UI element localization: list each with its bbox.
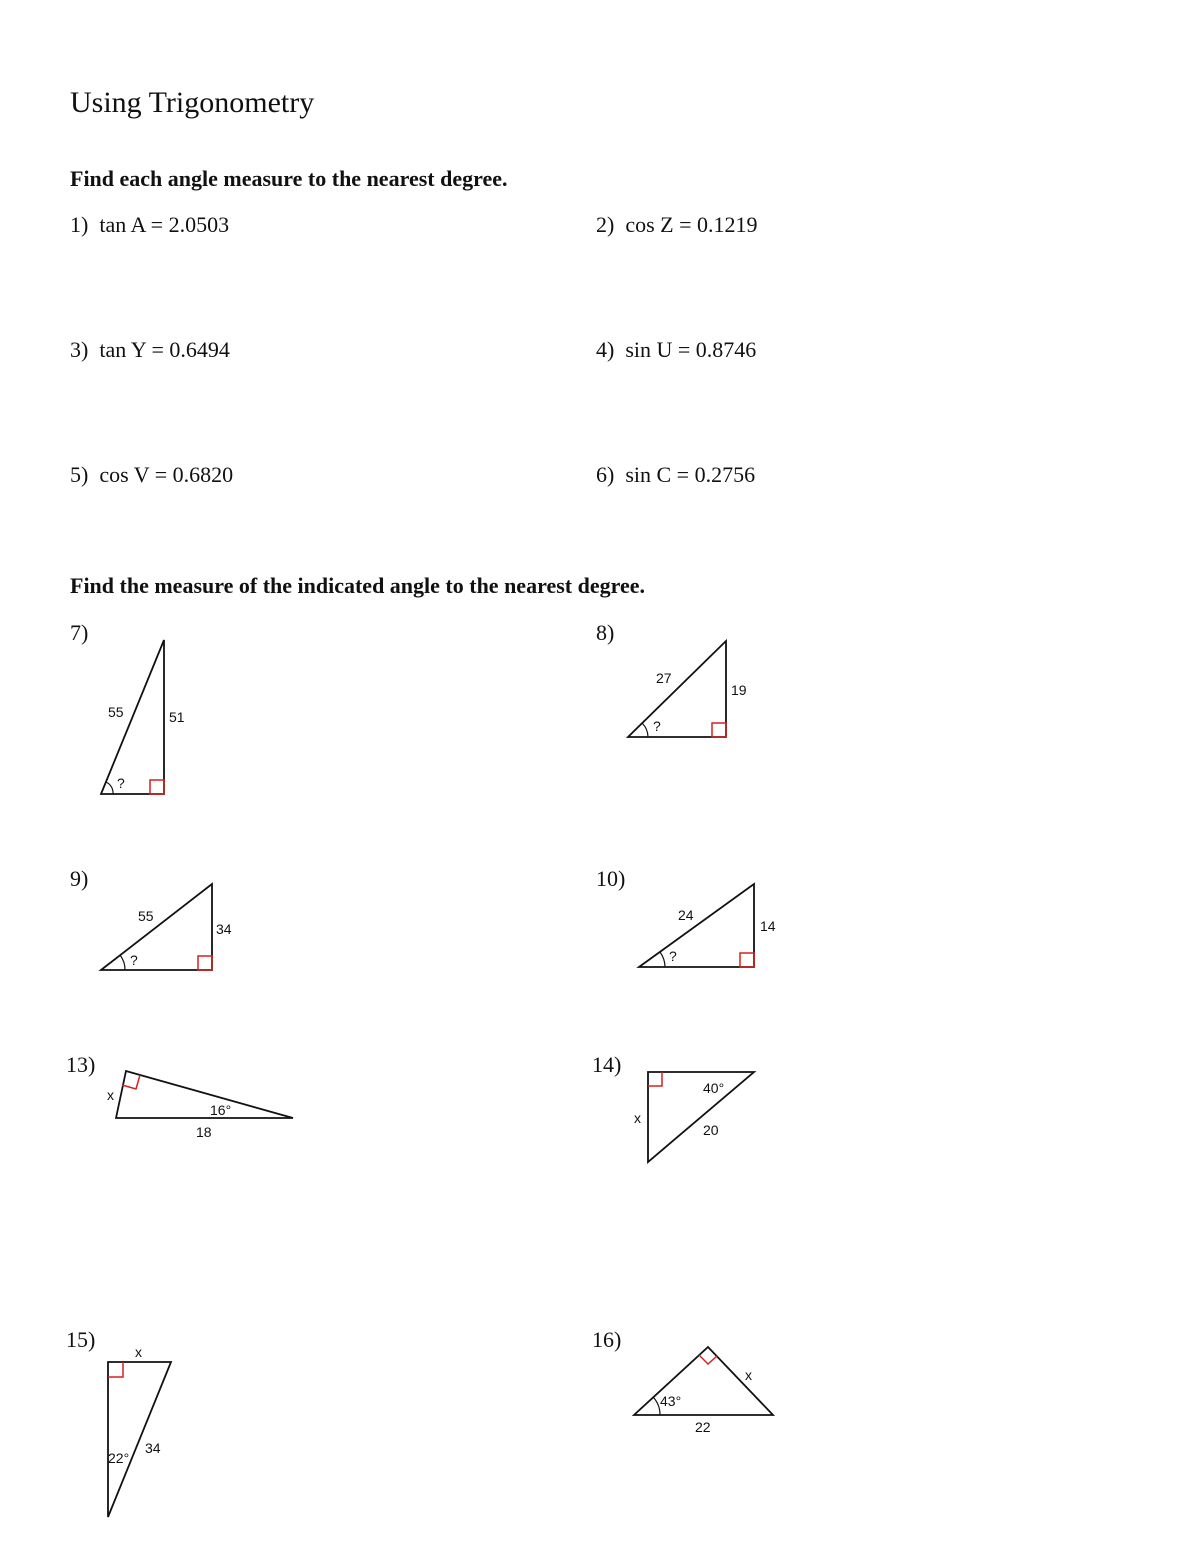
x-label-15: x [135,1344,142,1360]
problem-number-9: 9) [70,866,89,891]
problem-equation: sin U = 0.8746 [625,337,757,362]
problem-equation: cos V = 0.6820 [99,462,234,487]
problem-number-10: 10) [596,866,626,891]
angle-label-8: ? [653,718,661,734]
angle-label-7: ? [117,775,125,791]
triangle-10 [639,884,776,967]
problem-equation: tan A = 2.0503 [99,212,230,237]
triangle-16 [634,1347,773,1435]
problem-number: 3) [70,337,89,362]
problem-number: 2) [596,212,615,237]
hyp-label-14: 20 [703,1122,719,1138]
angle-label-9: ? [130,952,138,968]
problem-number-8: 8) [596,620,615,645]
worksheet-title: Using Trigonometry [70,86,315,119]
section1-instruction: Find each angle measure to the nearest degree. [70,166,508,191]
problem-number: 4) [596,337,615,362]
x-label-14: x [634,1110,641,1126]
problem-number: 1) [70,212,89,237]
triangle-14 [634,1072,754,1162]
problem-equation: cos Z = 0.1219 [625,212,758,237]
triangle-15 [108,1344,171,1517]
hyp-label-16: 22 [695,1419,711,1435]
side-label-7: 51 [169,709,185,725]
triangle-13 [107,1071,293,1140]
angle-label-13: 16° [210,1102,232,1118]
hyp-label-15: 34 [145,1440,161,1456]
triangle-9 [101,884,232,970]
problem-number-15: 15) [66,1327,96,1352]
problem-number-7: 7) [70,620,89,645]
angle-label-16: 43° [660,1393,682,1409]
side-label-10: 14 [760,918,776,934]
problem-number-13: 13) [66,1052,96,1077]
side-label-8: 19 [731,682,747,698]
problem-equation: tan Y = 0.6494 [99,337,230,362]
triangle-8 [628,641,747,737]
problem-number: 6) [596,462,615,487]
angle-label-14: 40° [703,1080,725,1096]
hyp-label-9: 55 [138,908,154,924]
problem-number-14: 14) [592,1052,622,1077]
hyp-label-13: 18 [196,1124,212,1140]
triangle-7 [101,640,185,794]
hyp-label-10: 24 [678,907,694,923]
problem-equation: sin C = 0.2756 [625,462,756,487]
hyp-label-8: 27 [656,670,672,686]
hyp-label-7: 55 [108,704,124,720]
angle-label-15: 22° [108,1450,130,1466]
side-label-9: 34 [216,921,232,937]
angle-label-10: ? [669,948,677,964]
section2-instruction: Find the measure of the indicated angle to the nearest degree. [70,573,645,598]
problem-number-16: 16) [592,1327,622,1352]
x-label-16: x [745,1367,752,1383]
x-label-13: x [107,1087,114,1103]
problem-number: 5) [70,462,89,487]
